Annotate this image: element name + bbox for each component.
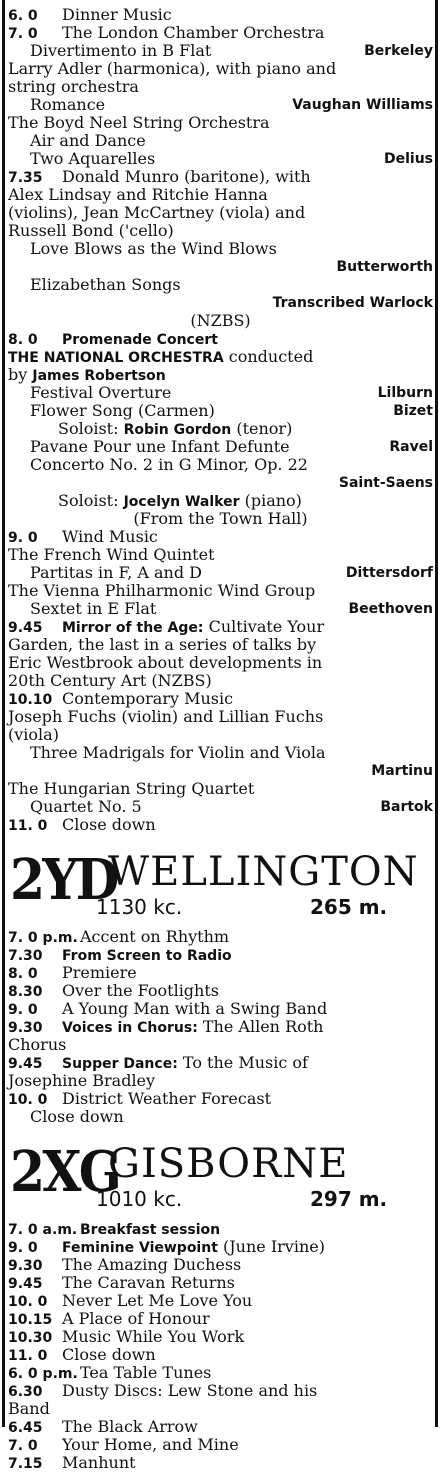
- programme-line: [8, 1454, 433, 1472]
- programme-time: 6.45: [8, 1420, 43, 1436]
- station-callsign: 2YD: [10, 847, 117, 913]
- programme-line: [8, 114, 433, 132]
- programme-time: 7. 0: [8, 1438, 38, 1454]
- programme-text: Festival Overture: [30, 383, 172, 402]
- programme-text: Band: [8, 1399, 50, 1418]
- programme-text: conducted: [223, 347, 314, 366]
- composer-name: Ravel: [389, 439, 433, 455]
- programme-line: [8, 1274, 433, 1292]
- programme-line: [8, 528, 433, 546]
- programme-line: [8, 762, 433, 780]
- programme-text: (viola): [8, 725, 59, 744]
- programme-line: [8, 276, 433, 294]
- programme-line: [8, 636, 433, 654]
- composer-name: Beethoven: [348, 601, 433, 617]
- programme-text: Joseph Fuchs (violin) and Lillian Fuchs: [8, 707, 324, 726]
- station-callsign: 2XG: [10, 1139, 120, 1205]
- programme-text: (piano): [239, 491, 302, 510]
- programme-line: [8, 816, 433, 834]
- programme-line: [8, 1072, 433, 1090]
- programme-text: Larry Adler (harmonica), with piano and: [8, 59, 337, 78]
- programme-text: (From the Town Hall): [133, 509, 308, 528]
- programme-text: Your Home, and Mine: [62, 1435, 239, 1454]
- programme-line: [8, 690, 433, 708]
- programme-text: Close down: [30, 1107, 124, 1126]
- programme-line: [8, 186, 433, 204]
- programme-text: Music While You Work: [62, 1327, 245, 1346]
- programme-listings: [8, 6, 433, 1472]
- programme-time: 7. 0 p.m.: [8, 930, 78, 946]
- programme-text: Chorus: [8, 1035, 67, 1054]
- programme-line: [8, 600, 433, 618]
- programme-text: Elizabethan Songs: [30, 275, 181, 294]
- programme-text: Accent on Rhythm: [80, 927, 230, 946]
- programme-text: Wind Music: [62, 527, 158, 546]
- programme-line: [8, 330, 433, 348]
- composer-name: Berkeley: [364, 43, 433, 59]
- programme-title: Promenade Concert: [62, 332, 218, 348]
- programme-text: Divertimento in B Flat: [30, 41, 212, 60]
- programme-time: 8.30: [8, 984, 43, 1000]
- programme-time: 7.35: [8, 170, 43, 186]
- station-city: GISBORNE: [108, 1141, 349, 1187]
- section-gap: [8, 834, 433, 846]
- programme-line: [8, 258, 433, 276]
- programme-line: [8, 1310, 433, 1328]
- station-header: [8, 1138, 433, 1220]
- station-wavelength: 265 m.: [310, 895, 388, 919]
- programme-text: Alex Lindsay and Ritchie Hanna: [8, 185, 268, 204]
- programme-line: [8, 1238, 433, 1256]
- programme-line: [8, 1036, 433, 1054]
- programme-text: Dusty Discs: Lew Stone and his: [62, 1381, 318, 1400]
- programme-line: [8, 402, 433, 420]
- programme-time: 9.45: [8, 1276, 43, 1292]
- programme-line: [8, 1382, 433, 1400]
- programme-line: [8, 946, 433, 964]
- programme-title: Supper Dance:: [62, 1056, 178, 1072]
- programme-text: The Black Arrow: [62, 1417, 198, 1436]
- programme-text: Close down: [62, 1345, 156, 1364]
- programme-line: [8, 78, 433, 96]
- programme-text: Tea Table Tunes: [80, 1363, 212, 1382]
- programme-line: [8, 928, 433, 946]
- programme-text: (violins), Jean McCartney (viola) and: [8, 203, 306, 222]
- programme-time: 6.30: [8, 1384, 43, 1400]
- programme-text: Soloist:: [58, 419, 124, 438]
- programme-time: 9.45: [8, 1056, 43, 1072]
- programme-time: 10.10: [8, 692, 53, 708]
- programme-text: Sextet in E Flat: [30, 599, 157, 618]
- programme-time: 6. 0: [8, 8, 38, 24]
- programme-title: Breakfast session: [80, 1222, 221, 1238]
- programme-text: by: [8, 365, 33, 384]
- programme-time: 9. 0: [8, 1240, 38, 1256]
- programme-text: Two Aquarelles: [30, 149, 156, 168]
- programme-time: 9.45: [8, 620, 43, 636]
- programme-text: (tenor): [231, 419, 293, 438]
- station-city: WELLINGTON: [108, 849, 419, 895]
- composer-name: Lilburn: [377, 385, 433, 401]
- programme-text: District Weather Forecast: [62, 1089, 272, 1108]
- programme-time: 10. 0: [8, 1092, 48, 1108]
- programme-time: 10. 0: [8, 1294, 48, 1310]
- composer-name: Dittersdorf: [345, 565, 433, 581]
- programme-time: 7.15: [8, 1456, 43, 1472]
- programme-time: 10.15: [8, 1312, 53, 1328]
- programme-text: Contemporary Music: [62, 689, 234, 708]
- programme-line: [8, 1328, 433, 1346]
- programme-text: To the Music of: [177, 1053, 308, 1072]
- composer-name: Martinu: [371, 763, 433, 779]
- programme-text: Over the Footlights: [62, 981, 219, 1000]
- programme-line: [8, 672, 433, 690]
- programme-line: [8, 1364, 433, 1382]
- programme-text: Flower Song (Carmen): [30, 401, 215, 420]
- programme-line: [8, 1220, 433, 1238]
- programme-title: Mirror of the Age:: [62, 620, 204, 636]
- programme-line: [8, 96, 433, 114]
- programme-line: [8, 24, 433, 42]
- programme-text: Three Madrigals for Violin and Viola: [30, 743, 326, 762]
- programme-line: [8, 1292, 433, 1310]
- programme-text: Quartet No. 5: [30, 797, 142, 816]
- programme-text: Dinner Music: [62, 5, 172, 24]
- programme-line: [8, 438, 433, 456]
- station-frequency: 1130 kc.: [96, 895, 183, 919]
- programme-text: (June Irvine): [217, 1237, 325, 1256]
- programme-line: [8, 6, 433, 24]
- programme-line: [8, 744, 433, 762]
- programme-time: 10.30: [8, 1330, 53, 1346]
- programme-line: [8, 1018, 433, 1036]
- left-rule: [2, 0, 5, 1427]
- programme-line: [8, 348, 433, 366]
- programme-text: string orchestra: [8, 77, 139, 96]
- programme-line: [8, 964, 433, 982]
- programme-text: Air and Dance: [30, 131, 146, 150]
- programme-text: The Hungarian String Quartet: [8, 779, 255, 798]
- programme-line: [8, 1418, 433, 1436]
- programme-line: [8, 582, 433, 600]
- programme-line: [8, 1400, 433, 1418]
- station-frequency: 1010 kc.: [96, 1187, 183, 1211]
- programme-line: [8, 1090, 433, 1108]
- programme-text: Romance: [30, 95, 106, 114]
- programme-line: [8, 1436, 433, 1454]
- programme-line: [8, 168, 433, 186]
- programme-line: [8, 312, 433, 330]
- programme-line: [8, 618, 433, 636]
- programme-line: [8, 1256, 433, 1274]
- composer-name: Bizet: [393, 403, 433, 419]
- programme-text: The Amazing Duchess: [62, 1255, 242, 1274]
- programme-time: 9. 0: [8, 530, 38, 546]
- programme-text: 20th Century Art (NZBS): [8, 671, 212, 690]
- programme-time: 8. 0: [8, 332, 38, 348]
- programme-line: [8, 240, 433, 258]
- composer-name: Vaughan Williams: [292, 97, 433, 113]
- programme-text: Love Blows as the Wind Blows: [30, 239, 277, 258]
- programme-text: Soloist:: [58, 491, 124, 510]
- programme-text: The Boyd Neel String Orchestra: [8, 113, 270, 132]
- programme-line: [8, 150, 433, 168]
- programme-text: Garden, the last in a series of talks by: [8, 635, 317, 654]
- programme-text: Cultivate Your: [203, 617, 325, 636]
- programme-line: [8, 1346, 433, 1364]
- programme-text: Pavane Pour une Infant Defunte: [30, 437, 290, 456]
- programme-line: [8, 510, 433, 528]
- station-header: [8, 846, 433, 928]
- programme-line: [8, 204, 433, 222]
- performer-name: Jocelyn Walker: [123, 494, 240, 510]
- section-gap: [8, 1126, 433, 1138]
- programme-line: [8, 132, 433, 150]
- station-wavelength: 297 m.: [310, 1187, 388, 1211]
- right-rule: [435, 0, 438, 1427]
- programme-line: [8, 42, 433, 60]
- programme-title: From Screen to Radio: [62, 948, 232, 964]
- programme-title: Voices in Chorus:: [62, 1020, 198, 1036]
- performer-name: James Robertson: [32, 368, 166, 384]
- programme-line: [8, 456, 433, 474]
- programme-text: Manhunt: [62, 1453, 136, 1472]
- performer-name: Robin Gordon: [123, 422, 232, 438]
- programme-line: [8, 654, 433, 672]
- composer-name: Delius: [383, 151, 433, 167]
- programme-line: [8, 708, 433, 726]
- programme-text: Never Let Me Love You: [62, 1291, 253, 1310]
- programme-text: Concerto No. 2 in G Minor, Op. 22: [30, 455, 308, 474]
- programme-text: Eric Westbrook about developments in: [8, 653, 323, 672]
- programme-text: Premiere: [62, 963, 137, 982]
- programme-line: [8, 726, 433, 744]
- programme-line: [8, 60, 433, 78]
- programme-time: 7.30: [8, 948, 43, 964]
- programme-line: [8, 546, 433, 564]
- programme-text: The Vienna Philharmonic Wind Group: [8, 581, 316, 600]
- programme-line: [8, 222, 433, 240]
- composer-name: Bartok: [380, 799, 433, 815]
- programme-text: (NZBS): [190, 311, 251, 330]
- programme-text: The Caravan Returns: [62, 1273, 235, 1292]
- programme-text: Russell Bond ('cello): [8, 221, 174, 240]
- programme-time: 8. 0: [8, 966, 38, 982]
- composer-name: Saint-Saens: [338, 475, 433, 491]
- programme-time: 7. 0 a.m.: [8, 1222, 78, 1238]
- programme-text: Donald Munro (baritone), with: [62, 167, 311, 186]
- programme-line: [8, 982, 433, 1000]
- programme-text: The Allen Roth: [197, 1017, 324, 1036]
- composer-name: Transcribed Warlock: [272, 295, 433, 311]
- programme-time: 7. 0: [8, 26, 38, 42]
- programme-text: A Young Man with a Swing Band: [62, 999, 328, 1018]
- programme-text: Partitas in F, A and D: [30, 563, 202, 582]
- programme-line: [8, 474, 433, 492]
- programme-text: The French Wind Quintet: [8, 545, 215, 564]
- programme-time: 11. 0: [8, 1348, 48, 1364]
- programme-line: [8, 384, 433, 402]
- programme-line: [8, 780, 433, 798]
- programme-line: [8, 1108, 433, 1126]
- programme-time: 11. 0: [8, 818, 48, 834]
- programme-line: [8, 798, 433, 816]
- programme-text: Close down: [62, 815, 156, 834]
- programme-time: 6. 0 p.m.: [8, 1366, 78, 1382]
- programme-time: 9. 0: [8, 1002, 38, 1018]
- programme-time: 9.30: [8, 1258, 43, 1274]
- composer-name: Butterworth: [336, 259, 433, 275]
- programme-line: [8, 1000, 433, 1018]
- programme-line: [8, 492, 433, 510]
- programme-line: [8, 564, 433, 582]
- programme-text: A Place of Honour: [62, 1309, 210, 1328]
- programme-text: The London Chamber Orchestra: [62, 23, 325, 42]
- programme-title: THE NATIONAL ORCHESTRA: [8, 350, 224, 366]
- programme-line: [8, 420, 433, 438]
- programme-line: [8, 294, 433, 312]
- programme-text: Josephine Bradley: [8, 1071, 156, 1090]
- programme-line: [8, 366, 433, 384]
- programme-time: 9.30: [8, 1020, 43, 1036]
- programme-line: [8, 1054, 433, 1072]
- programme-title: Feminine Viewpoint: [62, 1240, 218, 1256]
